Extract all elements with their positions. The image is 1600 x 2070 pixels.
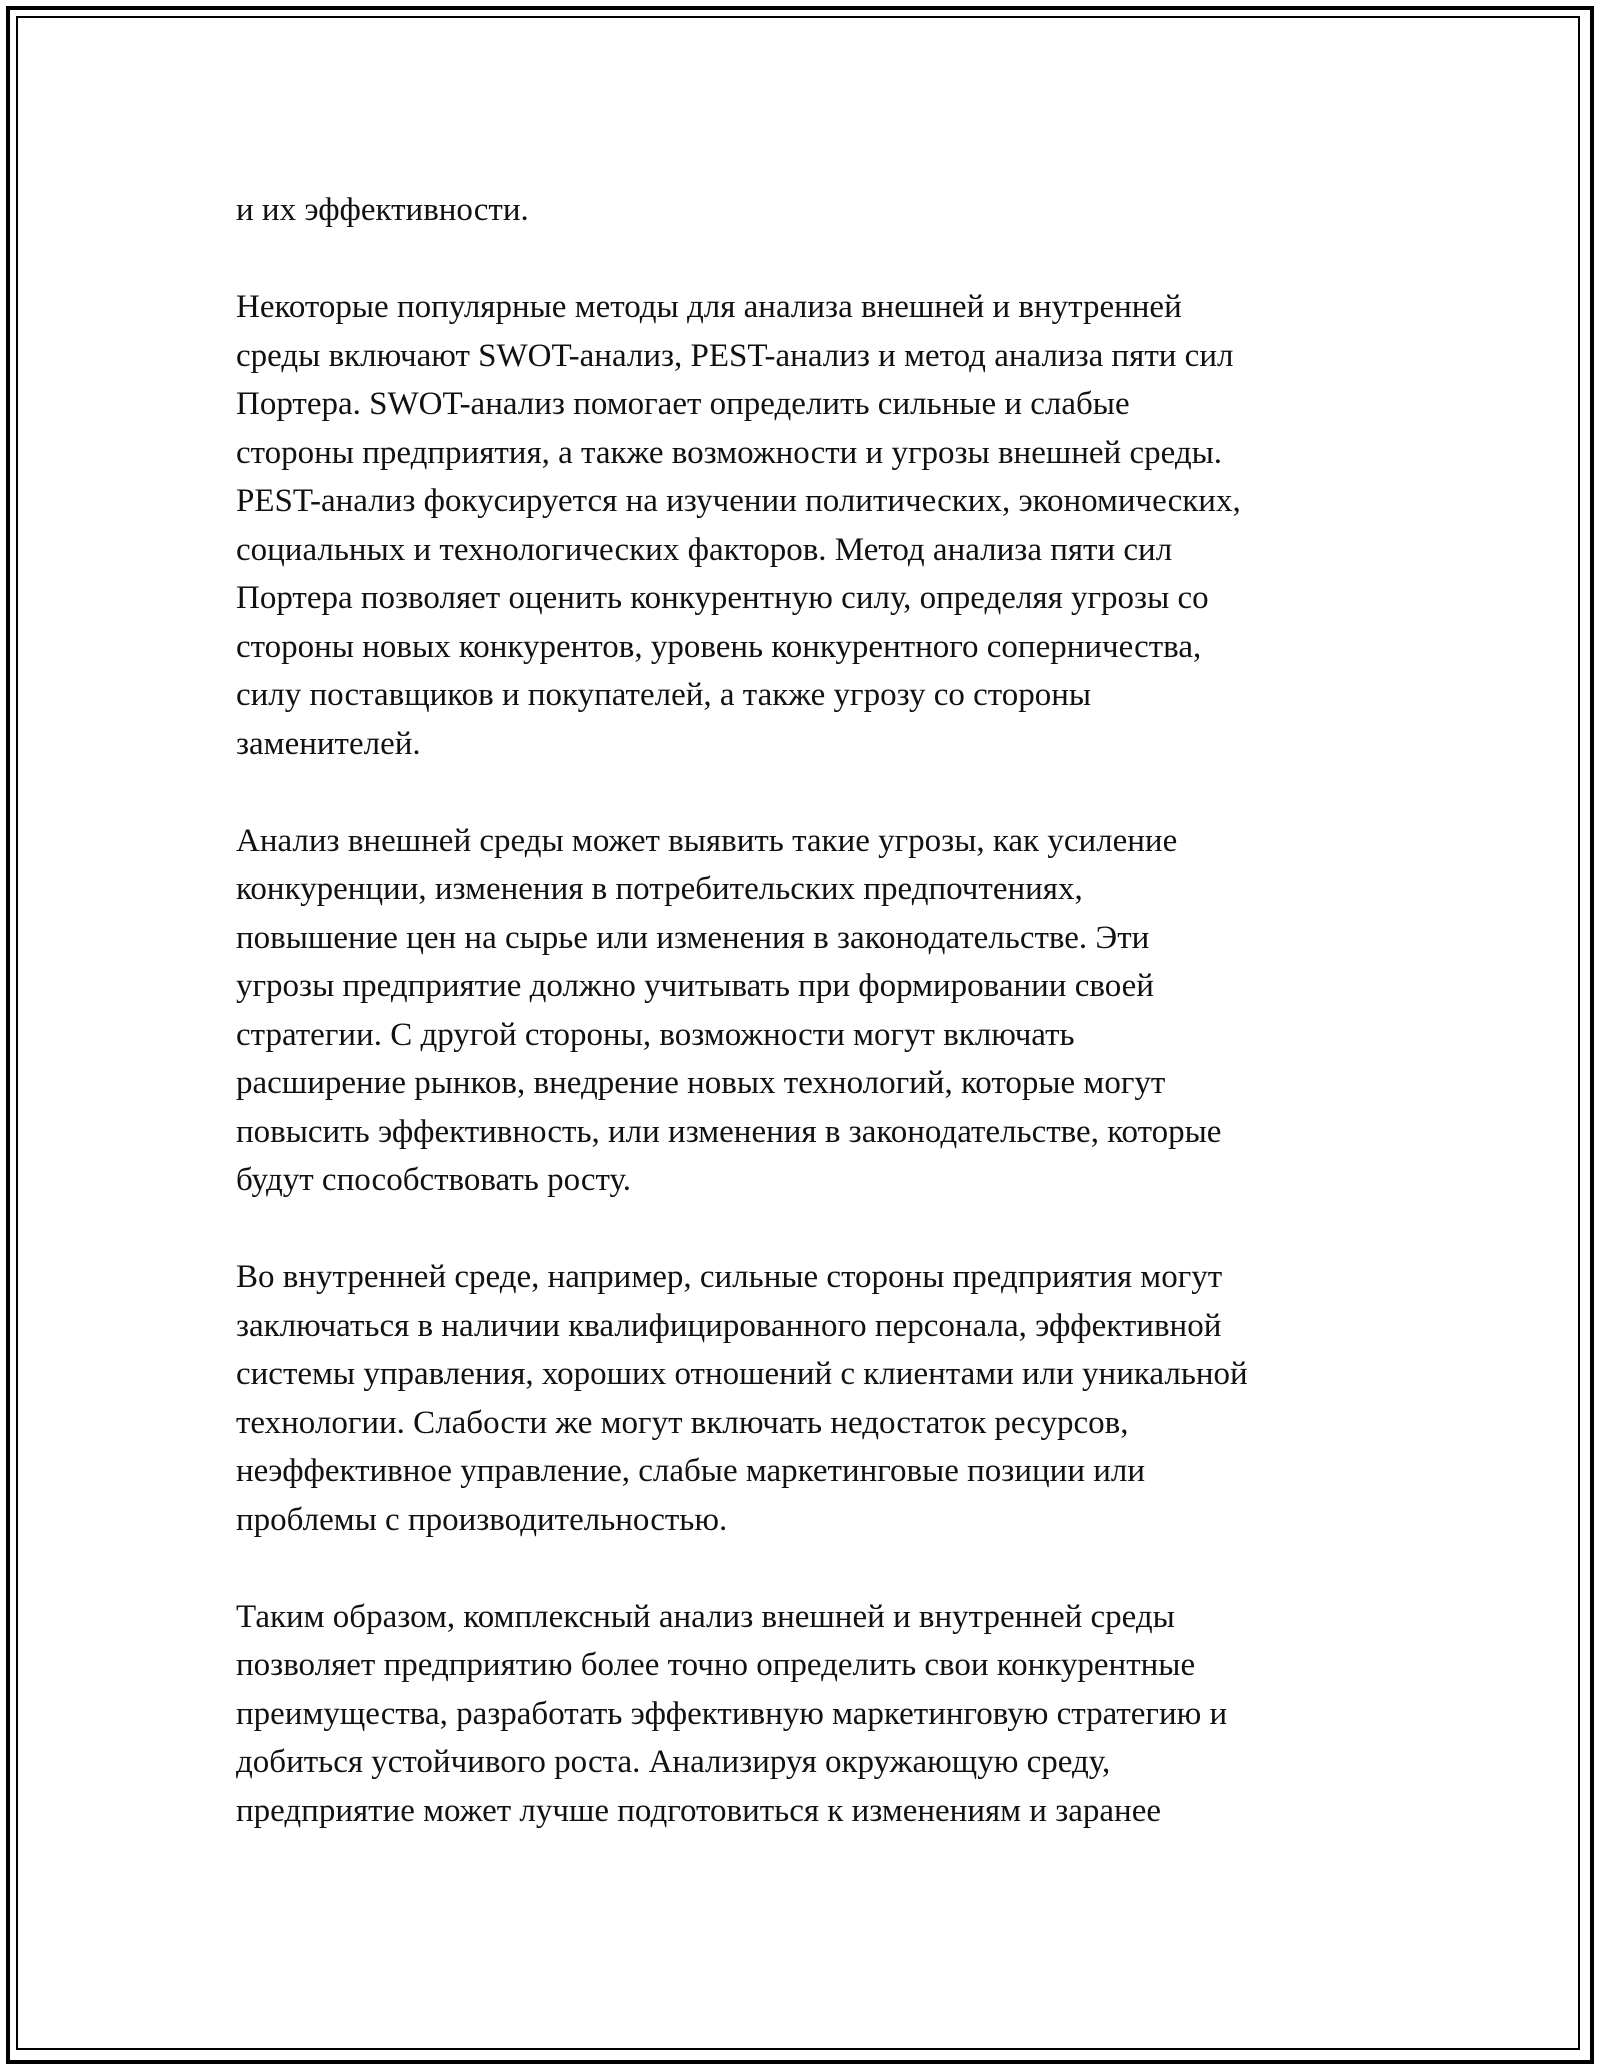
text-line: и их эффективности. [236,192,529,228]
text-line: среды включают SWOT-анализ, PEST-анализ и метод анализа пяти сил [236,337,1234,374]
text-line: системы управления, хороших отношений с клиентами или уникальной [236,1356,1248,1392]
text-line: добиться устойчивого роста. Анализируя окружающую среду, [236,1744,1111,1780]
text-line: заменителей. [236,725,421,762]
paragraph-3 [236,817,1386,1205]
text-line: повышение цен на сырье или изменения в законодательстве. Эти [236,919,1150,956]
text-line: стороны предприятия, а также возможности и угрозы внешней среды. [236,434,1223,471]
paragraph-1 [236,186,1386,235]
text-line: Анализ внешней среды может выявить такие угрозы, как усиление [236,822,1178,859]
text-line: повысить эффективность, или изменения в законодательстве, которые [236,1113,1222,1150]
text-line: неэффективное управление, слабые маркетинговые позиции или [236,1453,1146,1489]
text-line: предприятие может лучше подготовиться к изменениям и заранее [236,1792,1161,1829]
text-line: PEST-анализ фокусируется на изучении политических, экономических, [236,483,1241,519]
text-line: стороны новых конкурентов, уровень конкурентного соперничества, [236,628,1202,665]
text-line: проблемы с производительностью. [236,1501,728,1538]
text-line: Портера позволяет оценить конкурентную силу, определяя угрозы со [236,580,1209,616]
text-line: угрозы предприятие должно учитывать при формировании своей [236,968,1154,1004]
text-line: преимущества, разработать эффективную маркетинговую стратегию и [236,1695,1228,1732]
text-line: технологии. Слабости же могут включать недостаток ресурсов, [236,1404,1129,1441]
paragraph-4 [236,1253,1386,1544]
text-line: социальных и технологических факторов. Метод анализа пяти сил [236,531,1173,568]
text-line: Во внутренней среде, например, сильные стороны предприятия могут [236,1259,1223,1295]
text-line: Портера. SWOT-анализ помогает определить сильные и слабые [236,386,1130,422]
text-line: Таким образом, комплексный анализ внешней и внутренней среды [236,1598,1175,1635]
text-line: заключаться в наличии квалифицированного персонала, эффективной [236,1307,1222,1344]
text-line: позволяет предприятию более точно определить свои конкурентные [236,1647,1196,1683]
text-line: Некоторые популярные методы для анализа внешней и внутренней [236,289,1182,325]
text-line: стратегии. С другой стороны, возможности могут включать [236,1016,1075,1053]
text-line: конкуренции, изменения в потребительских предпочтениях, [236,871,1083,907]
text-line: будут способствовать росту. [236,1162,631,1198]
text-line: расширение рынков, внедрение новых технологий, которые могут [236,1065,1166,1101]
paragraph-5 [236,1593,1386,1836]
document-page [236,186,1386,1884]
paragraph-2 [236,283,1386,768]
text-line: силу поставщиков и покупателей, а также угрозу со стороны [236,677,1092,713]
